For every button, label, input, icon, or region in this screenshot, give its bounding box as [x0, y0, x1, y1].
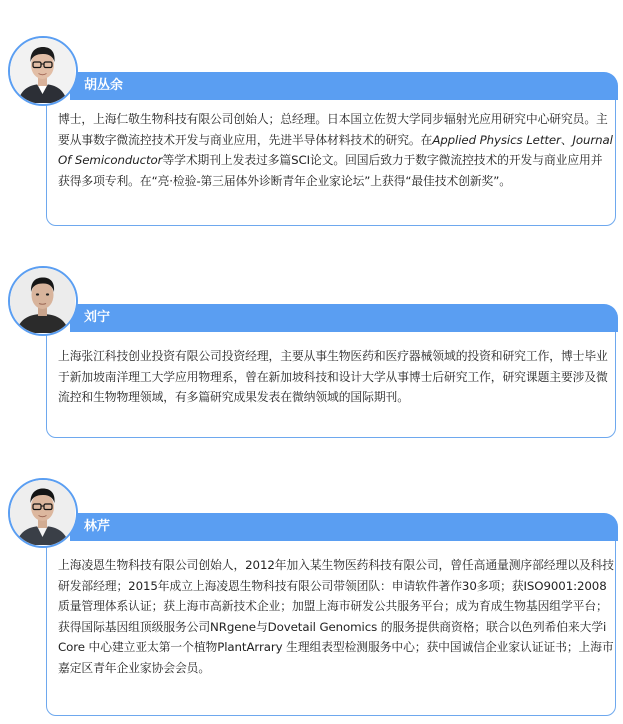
avatar: [8, 478, 78, 548]
journal-name: Journal Of Semiconductor: [58, 132, 613, 168]
person-name: 林芹: [84, 519, 111, 534]
bio-text: 上海凌恩生物科技有限公司创始人，2012年加入某生物医药科技有限公司，曾任高通量测序部经理以及科技研发部经理；2015年成立上海凌恩生物科技有限公司带领团队：申请软件著作30多项；获ISO9001:2008 质量管理体系认证；获上海市高新技术企业；加盟上海市研发公共服务平台；成为育成生物基因组学平台；获得国际基因组顶级服务公司NRgene与Dovetail Genomics 的服务提供商资格；联合以色列希伯来大学iCore 中心建立亚太第一个植物PlantArrary 生理组表型检测服务中心；获中国诚信企业家认证证书；上海市嘉定区青年企业家协会会员。: [58, 558, 614, 675]
person-name: 胡丛余: [84, 78, 124, 93]
bio-text: 上海张江科技创业投资有限公司投资经理，主要从事生物医药和医疗器械领域的投资和研究工作，博士毕业于新加坡南洋理工大学应用物理系，曾在新加坡科技和设计大学从事博士后研究工作，研究课题主要涉及微流控和生物物理领域，有多篇研究成果发表在微纳领域的国际期刊。: [58, 349, 608, 405]
name-bar: [70, 513, 618, 541]
person-name: 刘宁: [84, 310, 111, 325]
journal-name: Applied Physics Letter: [432, 132, 561, 147]
bio-text: 博士，上海仁敬生物科技有限公司创始人；总经理。日本国立佐贺大学同步辐射光应用研究中心研究员。主要从事数字微流控技术开发与商业应用，先进半导体材料技术的研究。在Applied Physics Letter、Journal Of Semiconductor等学术期刊上发表过多篇SCI论文。回国后致力于数字微流控技术的开发与商业应用并获得多项专利。在“亮·检验-第三届体外诊断青年企业家论坛”上获得“最佳技术创新奖”。: [58, 112, 613, 188]
